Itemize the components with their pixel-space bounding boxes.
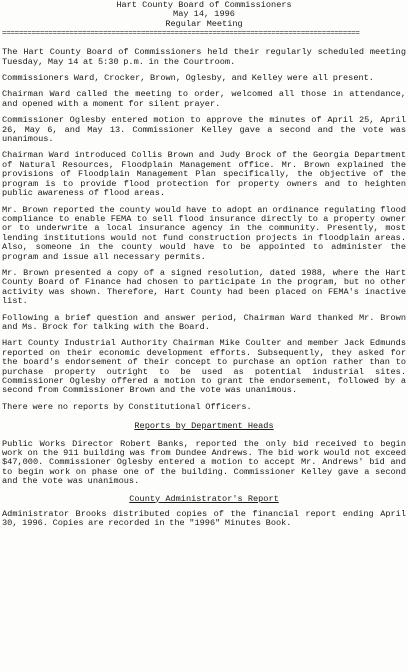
header-divider: ===================================================================================== bbox=[2, 30, 360, 39]
paragraph-flood-ordinance: Mr. Brown reported the county would have to adopt an ordinance regulating flood compliance to enable FEMA to sell flood insurance directly to a property owner or to underwrite a local insurance agency in the community. Presently, most lending institutions would not fund construction projects in floodplain areas. Also, someone in the county would have to be appointed to administer the program and issue all necessary permits. bbox=[2, 204, 406, 262]
paragraph-industrial-authority: Hart County Industrial Authority Chairman Mike Coulter and member Jack Edmunds reported on their economic development efforts. Subsequently, they asked for the board's endorsement of their concept to purchase an option rather than to purchase property outright to be used as potential industrial sites. Commissioner Oglesby offered a motion to grant the endorsement, followed by a second from Commissioner Brown and the vote was unanimous. bbox=[2, 338, 406, 396]
paragraph-constitutional-officers: There were no reports by Constitutional Officers. bbox=[2, 401, 252, 412]
meeting-type: Regular Meeting bbox=[165, 18, 243, 29]
paragraph-meeting-info: The Hart County Board of Commissioners held their regularly scheduled meeting Tuesday, May 14 at 5:30 p.m. in the Courtroom. bbox=[2, 47, 406, 67]
paragraph-attendance: Commissioners Ward, Crocker, Brown, Oglesby, and Kelley were all present. bbox=[2, 73, 374, 84]
paragraph-public-works: Public Works Director Robert Banks, reported the only bid received to begin work on the 911 building was from Dundee Andrews. The bid work would not exceed $47,000. Commissioner Oglesby entered a motion to accept Mr. Andrews' bid and to begin work on phase one of the building. Commissioner Kelley gave a second and the vote was unanimous. bbox=[2, 438, 406, 487]
document-header bbox=[0, 0, 408, 29]
paragraph-minutes-approval: Commissioner Oglesby entered motion to approve the minutes of April 25, April 26, May 6, and May 13. Commissioner Kelley gave a second and the vote was unanimous. bbox=[2, 115, 406, 145]
board-name: Hart County Board of Commissioners bbox=[116, 0, 292, 10]
paragraph-resolution: Mr. Brown presented a copy of a signed resolution, dated 1988, where the Hart County Board of Finance had chosen to participate in the program, but no other activity was shown. Therefore, Hart County had been placed on FEMA's inactive list. bbox=[2, 267, 406, 307]
paragraph-floodplain-intro: Chairman Ward introduced Collis Brown and Judy Brock of the Georgia Department of Natural Resources, Floodplain Management office. Mr. Brown explained the provisions of Floodplain Management Plan specifically, the objective of the program is to provide flood protection for property owners and to heighten public awareness of flood areas. bbox=[2, 150, 406, 199]
meeting-date: May 14, 1996 bbox=[173, 9, 235, 20]
paragraph-qa: Following a brief question and answer period, Chairman Ward thanked Mr. Brown and Ms. Brock for talking with the Board. bbox=[2, 312, 406, 332]
section-heading-department-heads: Reports by Department Heads bbox=[134, 421, 274, 432]
paragraph-financial-report: Administrator Brooks distributed copies of the financial report ending April 30, 1996. Copies are recorded in the "1996" Minutes Book. bbox=[2, 509, 406, 529]
section-heading-administrator: County Administrator's Report bbox=[129, 493, 279, 504]
paragraph-call-to-order: Chairman Ward called the meeting to order, welcomed all those in attendance, and opened with a moment for silent prayer. bbox=[2, 89, 406, 109]
